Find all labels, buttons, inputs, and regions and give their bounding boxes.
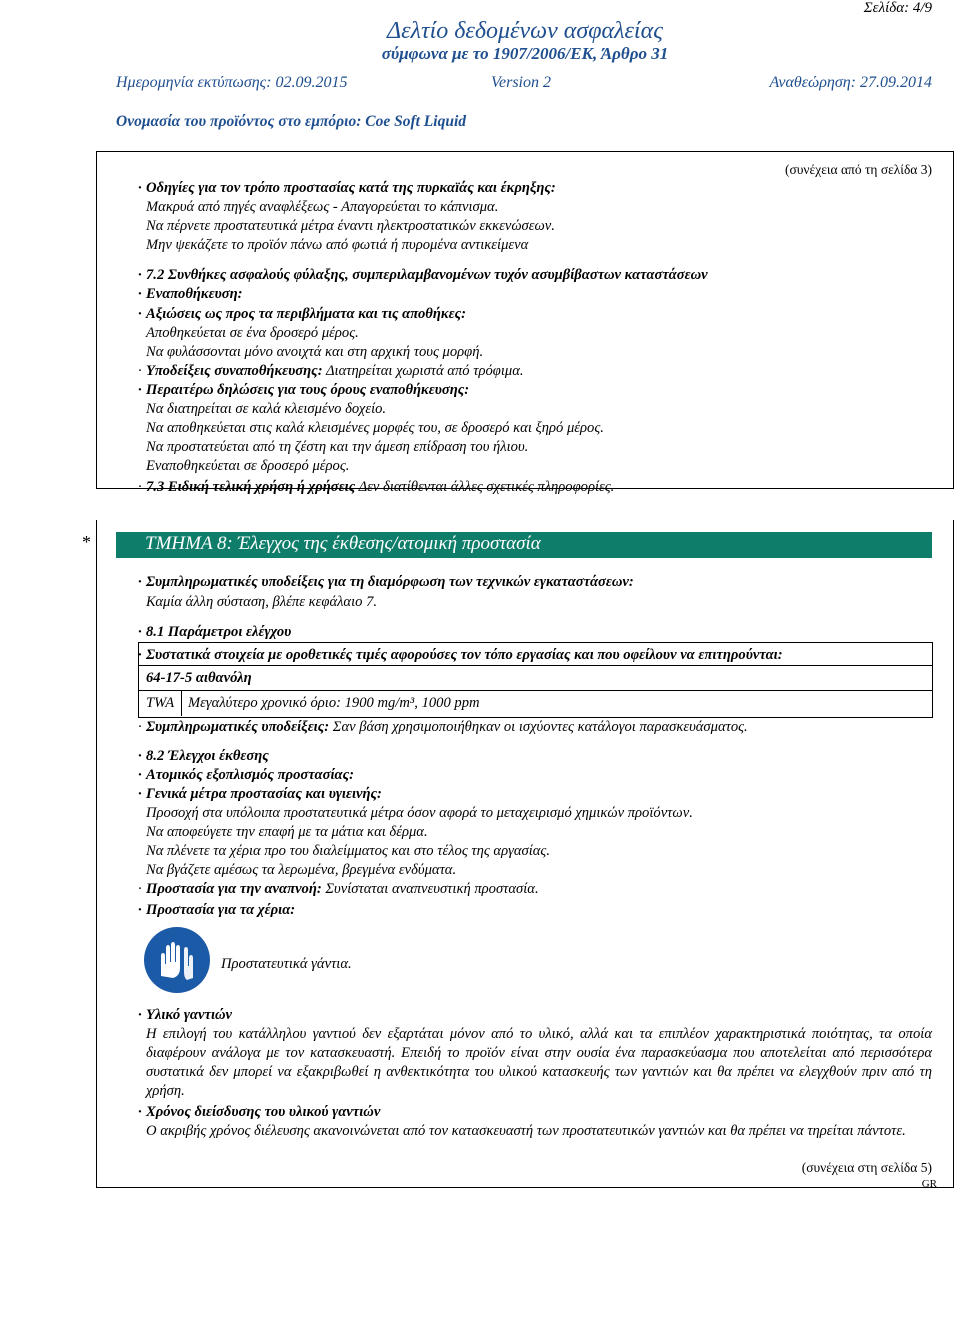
glove-text: Προστατευτικά γάντια. [221,956,352,972]
section-7-3: · 7.3 Ειδική τελική χρήση ή χρήσεις Δεν διατίθενται άλλες σχετικές πληροφορίες. [138,479,615,495]
limits-heading: · Συστατικά στοιχεία με οροθετικές τιμές αφορούσες τον τόπο εργασίας και που οφείλουν να επιτηρούνται: [138,647,783,663]
revision-date: Αναθεώρηση: 27.09.2014 [769,74,932,91]
breakthrough-heading: · Χρόνος διείσδυσης του υλικού γαντιών [138,1104,381,1120]
section8-banner-text: ΤΜΗΜΑ 8: Έλεγχος της έκθεσης/ατομική προστασία [145,533,541,554]
further-line-3: Να προστατεύεται από τη ζέστη και την άμεση επίδραση του ήλιου. [146,439,529,455]
revision-asterisk: * [82,532,91,552]
fire-line-1: Μακρυά από πηγές αναφλέξεως - Απαγορεύεται το κάπνισμα. [146,199,499,215]
further-line-2: Να αποθηκεύεται στις καλά κλεισμένες μορφές του, σε δροσερό και ξηρό μέρος. [146,420,604,436]
hygiene-line-3: Να πλένετε τα χέρια προ του διαλείμματος και στο τέλος της αργασίας. [146,843,550,859]
fire-heading: · Οδηγίες για τον τρόπο προστασίας κατά της πυρκαϊάς και έκρηξης: [138,180,556,196]
twa-value: Μεγαλύτερο χρονικό όριο: 1900 mg/m³, 1000 ppm [188,695,480,711]
requirements-line-2: Να φυλάσσονται μόνο ανοιχτά και στη αρχική τους μορφή. [146,344,484,360]
fire-line-3: Μην ψεκάζετε το προϊόν πάνω από φωτιά ή πυρομένα αντικείμενα [146,237,529,253]
fire-line-2: Να πέρνετε προστατευτικά μέτρα έναντι ηλεκτροστατικών εκκενώσεων. [146,218,555,234]
twa-label: TWA [146,695,175,711]
hygiene-line-2: Να αποφεύγετε την επαφή με τα μάτια και δέρμα. [146,824,428,840]
limits-divider [138,665,932,666]
respiratory-protection: · Προστασία για την αναπνοή: Συνίσταται αναπνευστική προστασία. [138,881,539,897]
language-code: GR [921,1178,937,1190]
section-7-2-heading: · 7.2 Συνθήκες ασφαλούς φύλαξης, συμπεριλαμβανομένων τυχόν ασυμβίβαστων καταστάσεων [138,267,708,283]
document-title: Δελτίο δεδομένων ασφαλείας [387,18,663,44]
ppe-heading: · Ατομικός εξοπλισμός προστασίας: [138,767,354,783]
supplementary-info: · Συμπληρωματικές υποδείξεις: Σαν βάση χρησιμοποιήθηκαν οι ισχύοντες κατάλογοι παρασκευάσματος. [138,719,748,735]
continued-from: (συνέχεια από τη σελίδα 3) [784,162,932,177]
further-line-1: Να διατηρείται σε καλά κλεισμένο δοχείο. [146,401,387,417]
further-storage-heading: · Περαιτέρω δηλώσεις για τους όρους εναποθήκευσης: [138,382,470,398]
product-name: Ονομασία του προϊόντος στο εμπόριο: Coe Soft Liquid [116,113,466,130]
glove-material-text: Η επιλογή του κατάλληλου γαντιού δεν εξαρτάται μόνον από το υλικό, αλλά και τα επιπλέον χαρακτηριστικά ποιότητας, τα οποία διαφέρουν ανάλογα με τον κατασκευαστή. Επειδή το προϊόν είναι στην ουσία ένα παρασκεύασμα που αποτελείται από περισσότερα συστατικά δεν μπορεί να εξακριβωθεί η ανθεκτικότητα του υλικού κατασκευής των γαντιών και θα πρέπει να ελεγχθούν πριν από τη χρήση. [146,1026,932,1099]
requirements-heading: · Αξιώσεις ως προς τα περιβλήματα και τις αποθήκες: [138,306,466,322]
further-line-4: Εναποθηκεύεται σε δροσερό μέρος. [146,458,350,474]
continued-to: (συνέχεια στη σελίδα 5) [801,1160,932,1175]
requirements-line-1: Αποθηκεύεται σε ένα δροσερό μέρος. [146,325,359,341]
print-date: Ημερομηνία εκτύπωσης: 02.09.2015 [116,74,348,91]
gloves-mandatory-icon [143,926,211,994]
section-8-1-heading: · 8.1 Παράμετροι ελέγχου [138,624,292,640]
breakthrough-text: Ο ακριβής χρόνος διέλευσης ακανοινώνεται από τον κατασκευαστή των προστατευτικών γαντιών και θα πρέπει να τηρείται πάντοτε. [146,1123,906,1139]
substance-name: 64-17-5 αιθανόλη [146,670,252,686]
storage-heading: · Εναποθήκευση: [138,286,243,302]
glove-material-heading: · Υλικό γαντιών [138,1007,233,1023]
engineering-heading: · Συμπληρωματικές υποδείξεις για τη διαμόρφωση των τεχνικών εγκαταστάσεων: [138,574,634,590]
document-subtitle: σύμφωνα με το 1907/2006/ΕΚ, Άρθρο 31 [381,44,669,63]
hygiene-line-4: Να βγάζετε αμέσως τα λερωμένα, βρεγμένα ενδύματα. [146,862,457,878]
limits-divider-2 [138,690,932,691]
section8-banner [116,532,932,558]
twa-divider [181,690,182,716]
version: Version 2 [491,74,551,91]
section-8-2-heading: · 8.2 Έλεγχοι έκθεσης [138,748,269,764]
page-number: Σελίδα: 4/9 [863,0,932,16]
joint-storage: · Υποδείξεις συναποθήκευσης: Διατηρείται χωριστά από τρόφιμα. [138,363,524,379]
hygiene-heading: · Γενικά μέτρα προστασίας και υγιεινής: [138,786,382,802]
hygiene-line-1: Προσοχή στα υπόλοιπα προστατευτικά μέτρα όσον αφορά το μεταχειρισμό χημικών προϊόντων. [146,805,693,821]
hand-protection-heading: · Προστασία για τα χέρια: [138,902,296,918]
engineering-value: Καμία άλλη σύσταση, βλέπε κεφάλαιο 7. [146,594,378,610]
